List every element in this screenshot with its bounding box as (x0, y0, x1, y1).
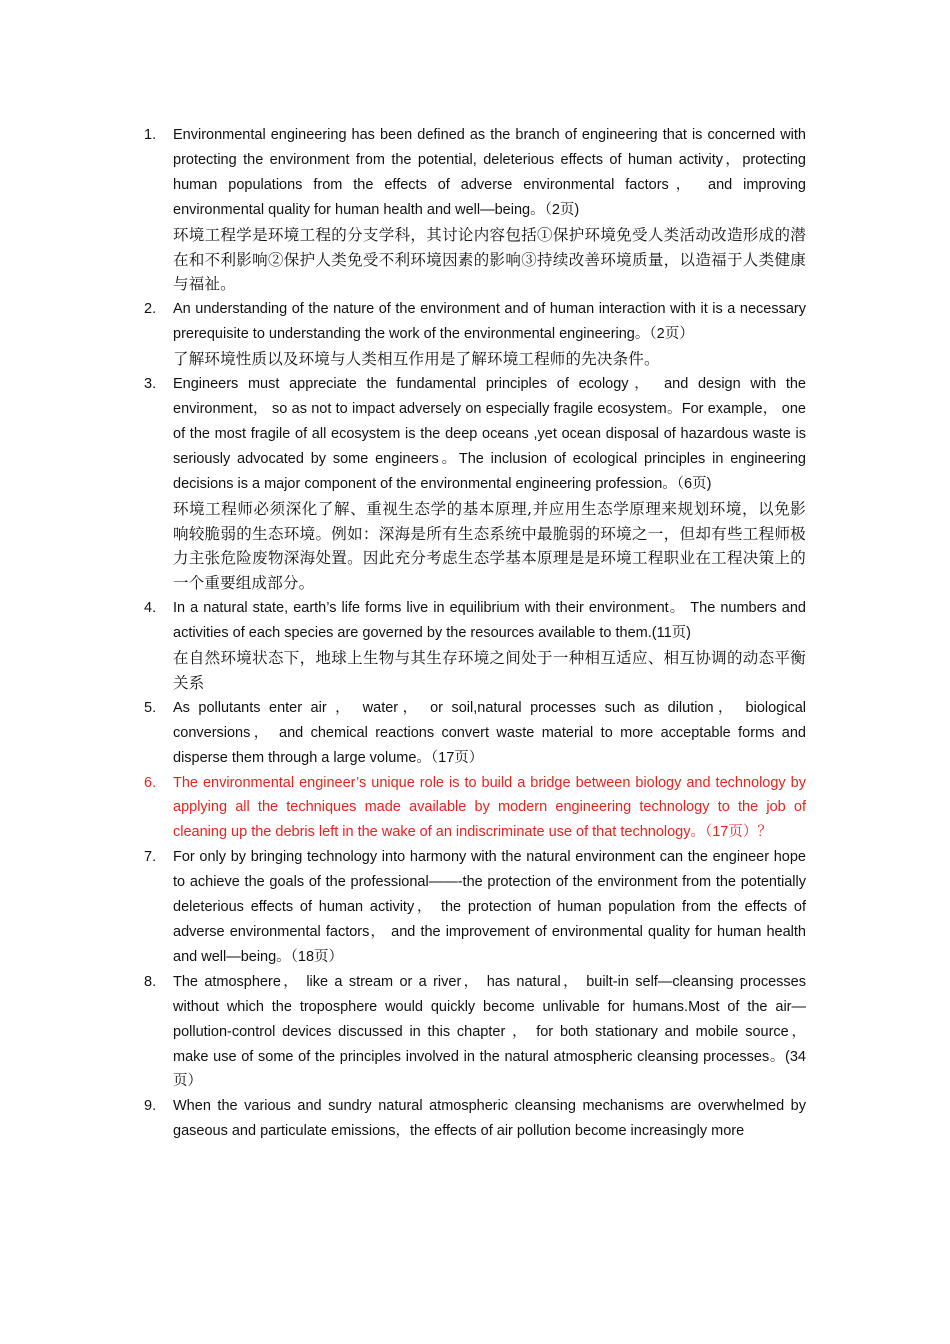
item-number: 9. (144, 1098, 157, 1115)
list-item-9 (144, 1094, 806, 1144)
item-number: 6. (144, 774, 157, 791)
chinese-translation: 环境工程学是环境工程的分支学科，其讨论内容包括①保护环境免受人类活动改造形成的潜在和不利影响②保护人类免受不利环境因素的影响③持续改善环境质量，以造福于人类健康与福祉。 (173, 225, 806, 294)
list-item-7 (144, 845, 806, 970)
english-text: For only by bringing technology into harmony with the natural environment can the engineer hope to achieve the goals of the professional——-the protection of the environment from the potentially deleterious effects of human activity， the protection of human population from the effects of adverse environmental factors， and the improvement of environmental quality for human health and well—being。（18页） (173, 849, 806, 965)
english-text: In a natural state, earth’s life forms live in equilibrium with their environment。 The numbers and activities of each species are governed by the resources available to them.(11页) (173, 600, 806, 642)
list-item-5 (144, 696, 806, 771)
item-number: 3. (144, 376, 157, 393)
list-item-8 (144, 970, 806, 1095)
chinese-translation: 在自然环境状态下，地球上生物与其生存环境之间处于一种相互适应、相互协调的动态平衡关系 (173, 649, 806, 692)
item-number: 4. (144, 600, 157, 617)
item-number: 1. (144, 127, 157, 143)
item-number: 7. (144, 849, 157, 866)
list-item-2 (144, 297, 806, 372)
list-item-1 (144, 123, 806, 297)
item-number: 2. (144, 301, 157, 318)
english-text: The environmental engineer’s unique role is to build a bridge between biology and technology by applying all the techniques made available by modern engineering technology to the job of cleaning up the debris left in the wake of an indiscriminate use of that technology。（17页）？ (173, 774, 806, 841)
english-text: The atmosphere， like a stream or a river， has natural， built-in self—cleansing processes without which the troposphere would quickly become unlivable for humans.Most of the air—pollution-control devices discussed in this chapter ， for both stationary and mobile source， make use of some of the principles involved in the natural atmospheric cleansing processes。(34页） (173, 973, 806, 1090)
english-text: Engineers must appreciate the fundamental principles of ecology， and design with the environment， so as not to impact adversely on especially fragile ecosystem。For example， one of the most fragile of all ecosystem is the deep oceans ,yet ocean disposal of hazardous waste is seriously advocated by some engineers。The inclusion of ecological principles in engineering decisions is a major component of the environmental engineering profession。（6页) (173, 376, 806, 492)
item-number: 5. (144, 699, 157, 716)
item-number: 8. (144, 973, 157, 990)
chinese-translation: 环境工程师必须深化了解、重视生态学的基本原理,并应用生态学原理来规划环境，以免影响较脆弱的生态环境。例如：深海是所有生态系统中最脆弱的环境之一，但却有些工程师极力主张危险废物深海处置。因此充分考虑生态学基本原理是是环境工程职业在工程决策上的一个重要组成部分。 (173, 499, 806, 593)
list-item-4 (144, 596, 806, 696)
numbered-list (144, 123, 806, 1144)
english-text: Environmental engineering has been defined as the branch of engineering that is concerned with protecting the environment from the potential, deleterious effects of human activity，protecting human populations from the effects of adverse environmental factors， and improving environmental quality for human health and well—being。（2页) (173, 127, 806, 218)
list-item-6-highlighted (144, 771, 806, 846)
list-item-3 (144, 372, 806, 596)
chinese-translation: 了解环境性质以及环境与人类相互作用是了解环境工程师的先决条件。 (173, 350, 660, 369)
english-text: As pollutants enter air ， water， or soil,natural processes such as dilution， biological conversions， and chemical reactions convert waste material to more acceptable forms and disperse them through a large volume。（17页） (173, 699, 806, 766)
english-text: When the various and sundry natural atmospheric cleansing mechanisms are overwhelmed by gaseous and particulate emissions，the effects of air pollution become increasingly more (173, 1098, 806, 1140)
english-text: An understanding of the nature of the environment and of human interaction with it is a necessary prerequisite to understanding the work of the environmental engineering。（2页） (173, 301, 806, 343)
